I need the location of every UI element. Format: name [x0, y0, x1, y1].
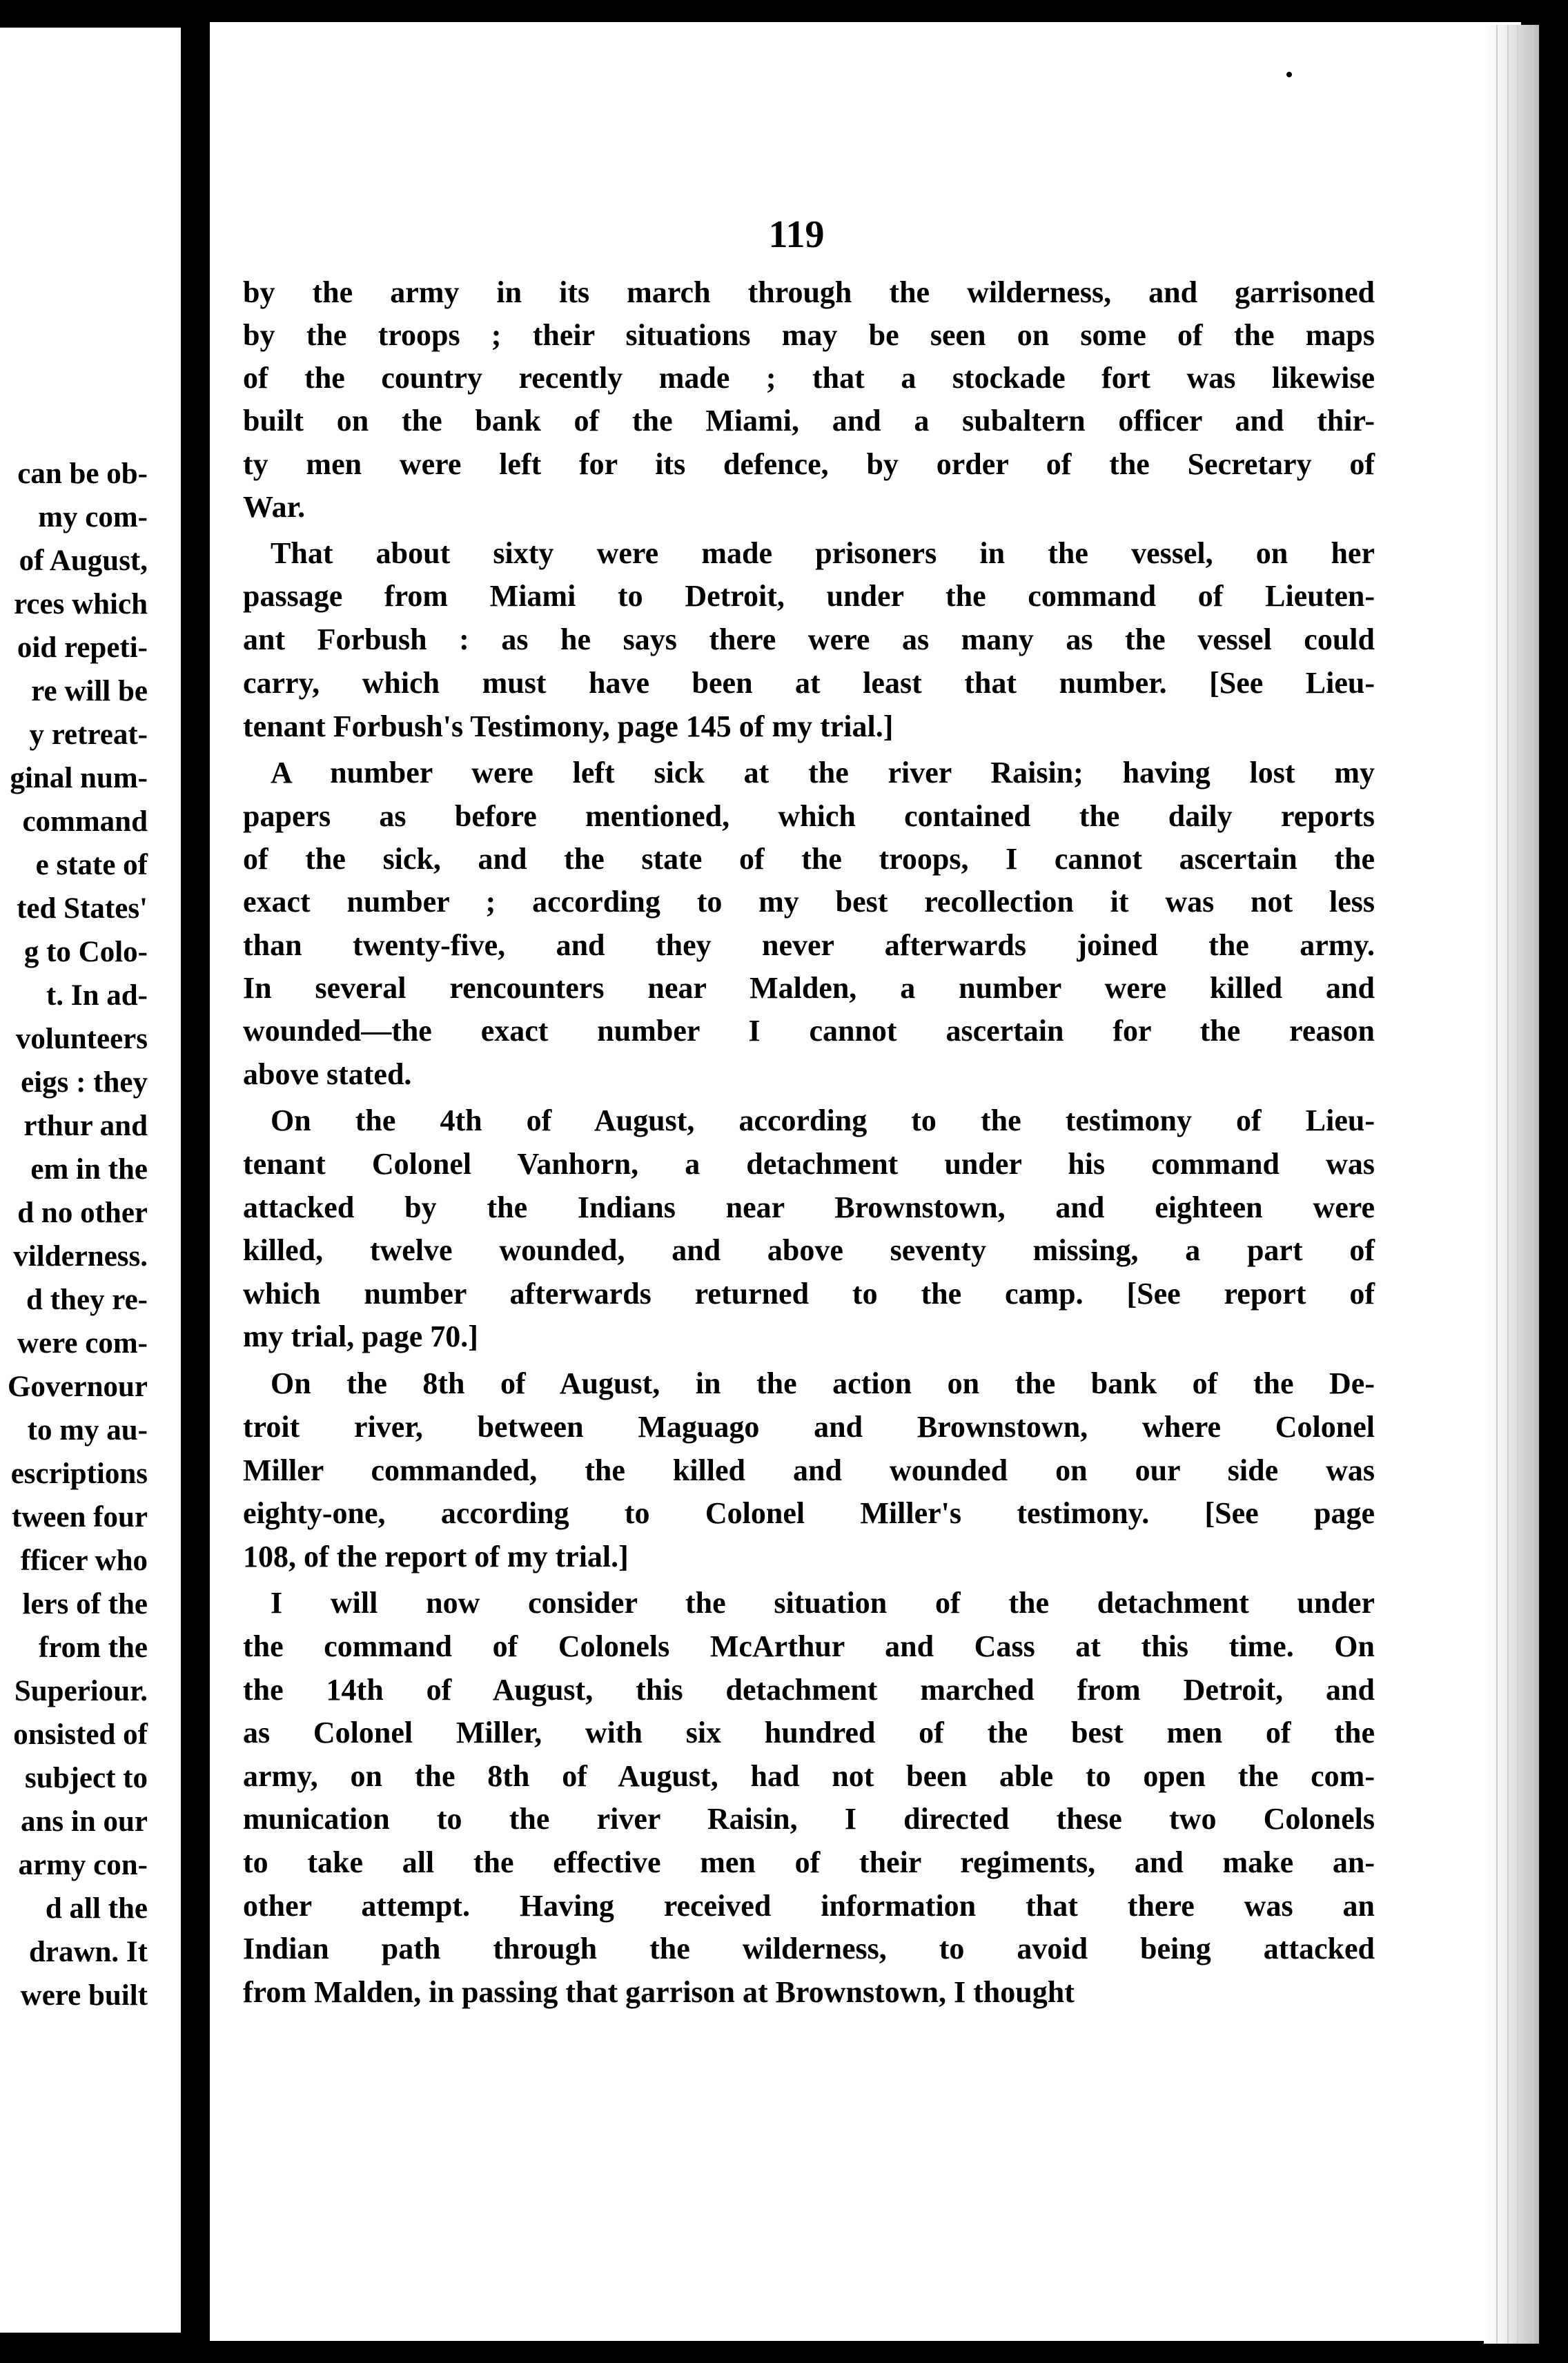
left-page-line: fficer who [20, 1545, 148, 1577]
body-text-line: as Colonel Miller, with six hundred of the best men of the [243, 1716, 1375, 1749]
left-page-line: vilderness. [13, 1240, 148, 1273]
left-page-fragment [0, 28, 181, 2333]
left-page-line: d they re- [26, 1284, 148, 1316]
left-page-line: Governour [7, 1371, 148, 1403]
body-text-line: built on the bank of the Miami, and a subaltern officer and thir- [243, 404, 1375, 438]
left-page-line: drawn. It [28, 1936, 148, 1968]
body-text-line: than twenty-five, and they never afterwards joined the army. [243, 928, 1375, 962]
left-page-line: e state of [35, 849, 148, 881]
left-page-line: of August, [19, 545, 148, 577]
body-text-line: my trial, page 70.] [243, 1320, 478, 1353]
left-page-line: re will be [31, 675, 148, 707]
body-text-line: tenant Forbush's Testimony, page 145 of my trial.] [243, 709, 894, 743]
body-text-line: army, on the 8th of August, had not been able to open the com- [243, 1759, 1375, 1793]
body-text-line: of the sick, and the state of the troops, I cannot ascertain the [243, 842, 1375, 876]
body-text-line: War. [243, 490, 306, 524]
body-text-line: Miller commanded, the killed and wounded on our side was [243, 1453, 1375, 1487]
left-page-line: ted States' [17, 892, 148, 925]
page-number: 119 [768, 213, 825, 256]
body-text-line: tenant Colonel Vanhorn, a detachment under his command was [243, 1147, 1375, 1181]
left-page-line: army con- [18, 1849, 148, 1881]
body-text-line: That about sixty were made prisoners in the vessel, on her [271, 536, 1375, 570]
body-text-line: Indian path through the wilderness, to avoid being attacked [243, 1932, 1375, 1965]
left-page-line: d all the [45, 1892, 148, 1925]
left-page-line: lers of the [22, 1588, 148, 1620]
left-page-line: from the [38, 1631, 148, 1664]
left-page-line: d no other [17, 1197, 148, 1229]
book-gutter [181, 0, 210, 2363]
left-page-line: rthur and [23, 1110, 148, 1142]
body-text-line: carry, which must have been at least that number. [See Lieu- [243, 666, 1375, 700]
body-text-line: papers as before mentioned, which contained the daily reports [243, 799, 1375, 833]
body-text-line: passage from Miami to Detroit, under the command of Lieuten- [243, 579, 1375, 613]
left-page-line: y retreat- [29, 718, 148, 751]
left-page-line: eigs : they [21, 1066, 148, 1099]
left-page-line: t. In ad- [46, 979, 148, 1012]
left-page-line: tween four [11, 1501, 148, 1533]
left-page-line: ginal num- [10, 762, 148, 794]
body-text-line: 108, of the report of my trial.] [243, 1540, 629, 1573]
body-text-line: On the 4th of August, according to the testimony of Lieu- [271, 1104, 1375, 1137]
left-page-line: em in the [30, 1153, 148, 1186]
left-page-line: subject to [25, 1762, 148, 1794]
body-text-line: killed, twelve wounded, and above seventy missing, a part of [243, 1233, 1375, 1267]
left-page-line: g to Colo- [23, 936, 148, 968]
body-text-line: In several rencounters near Malden, a number were killed and [243, 971, 1375, 1005]
body-text-line: wounded—the exact number I cannot ascertain for the reason [243, 1014, 1375, 1048]
left-page-line: were built [20, 1979, 148, 2012]
scan-border [1539, 0, 1568, 2363]
page-edge-stack [1484, 25, 1539, 2344]
page-speck [1286, 72, 1292, 77]
body-text-line: attacked by the Indians near Brownstown, and eighteen were [243, 1190, 1375, 1224]
left-page-line: can be ob- [17, 458, 148, 490]
body-text-line: I will now consider the situation of the detachment under [271, 1586, 1375, 1620]
body-text-line: above stated. [243, 1057, 412, 1091]
body-text-line: On the 8th of August, in the action on the bank of the De- [271, 1366, 1375, 1400]
body-text-line: the command of Colonels McArthur and Cass at this time. On [243, 1629, 1375, 1663]
body-text-line: by the troops ; their situations may be seen on some of the maps [243, 318, 1375, 352]
body-text-line: the 14th of August, this detachment marched from Detroit, and [243, 1673, 1375, 1707]
left-page-line: ans in our [20, 1805, 148, 1838]
left-page-line: Superiour. [14, 1675, 148, 1707]
body-text-line: from Malden, in passing that garrison at Brownstown, I thought [243, 1975, 1075, 2009]
left-page-line: escriptions [10, 1458, 148, 1490]
body-text-line: troit river, between Maguago and Brownstown, where Colonel [243, 1410, 1375, 1444]
body-text-line: to take all the effective men of their regiments, and make an- [243, 1845, 1375, 1879]
left-page-line: rces which [14, 588, 148, 620]
left-page-line: command [22, 805, 148, 838]
body-text-line: of the country recently made ; that a stockade fort was likewise [243, 361, 1375, 395]
left-page-line: oid repeti- [17, 631, 148, 664]
left-page-line: my com- [38, 501, 148, 533]
left-page-line: were com- [17, 1327, 148, 1360]
body-text-line: ty men were left for its defence, by order of the Secretary of [243, 447, 1375, 481]
left-page-line: onsisted of [13, 1718, 148, 1751]
body-text-line: A number were left sick at the river Raisin; having lost my [271, 756, 1375, 790]
left-page-line: volunteers [15, 1023, 148, 1055]
body-text-line: other attempt. Having received information that there was an [243, 1889, 1375, 1923]
body-text-line: exact number ; according to my best recollection it was not less [243, 885, 1375, 919]
body-text-line: by the army in its march through the wilderness, and garrisoned [243, 275, 1375, 309]
body-text-line: eighty-one, according to Colonel Miller's testimony. [See page [243, 1496, 1375, 1530]
body-text-line: munication to the river Raisin, I directed these two Colonels [243, 1802, 1375, 1836]
right-page [210, 22, 1521, 2341]
left-page-line: to my au- [27, 1414, 148, 1447]
body-text-line: ant Forbush : as he says there were as many as the vessel could [243, 622, 1375, 656]
body-text-line: which number afterwards returned to the camp. [See report of [243, 1277, 1375, 1311]
